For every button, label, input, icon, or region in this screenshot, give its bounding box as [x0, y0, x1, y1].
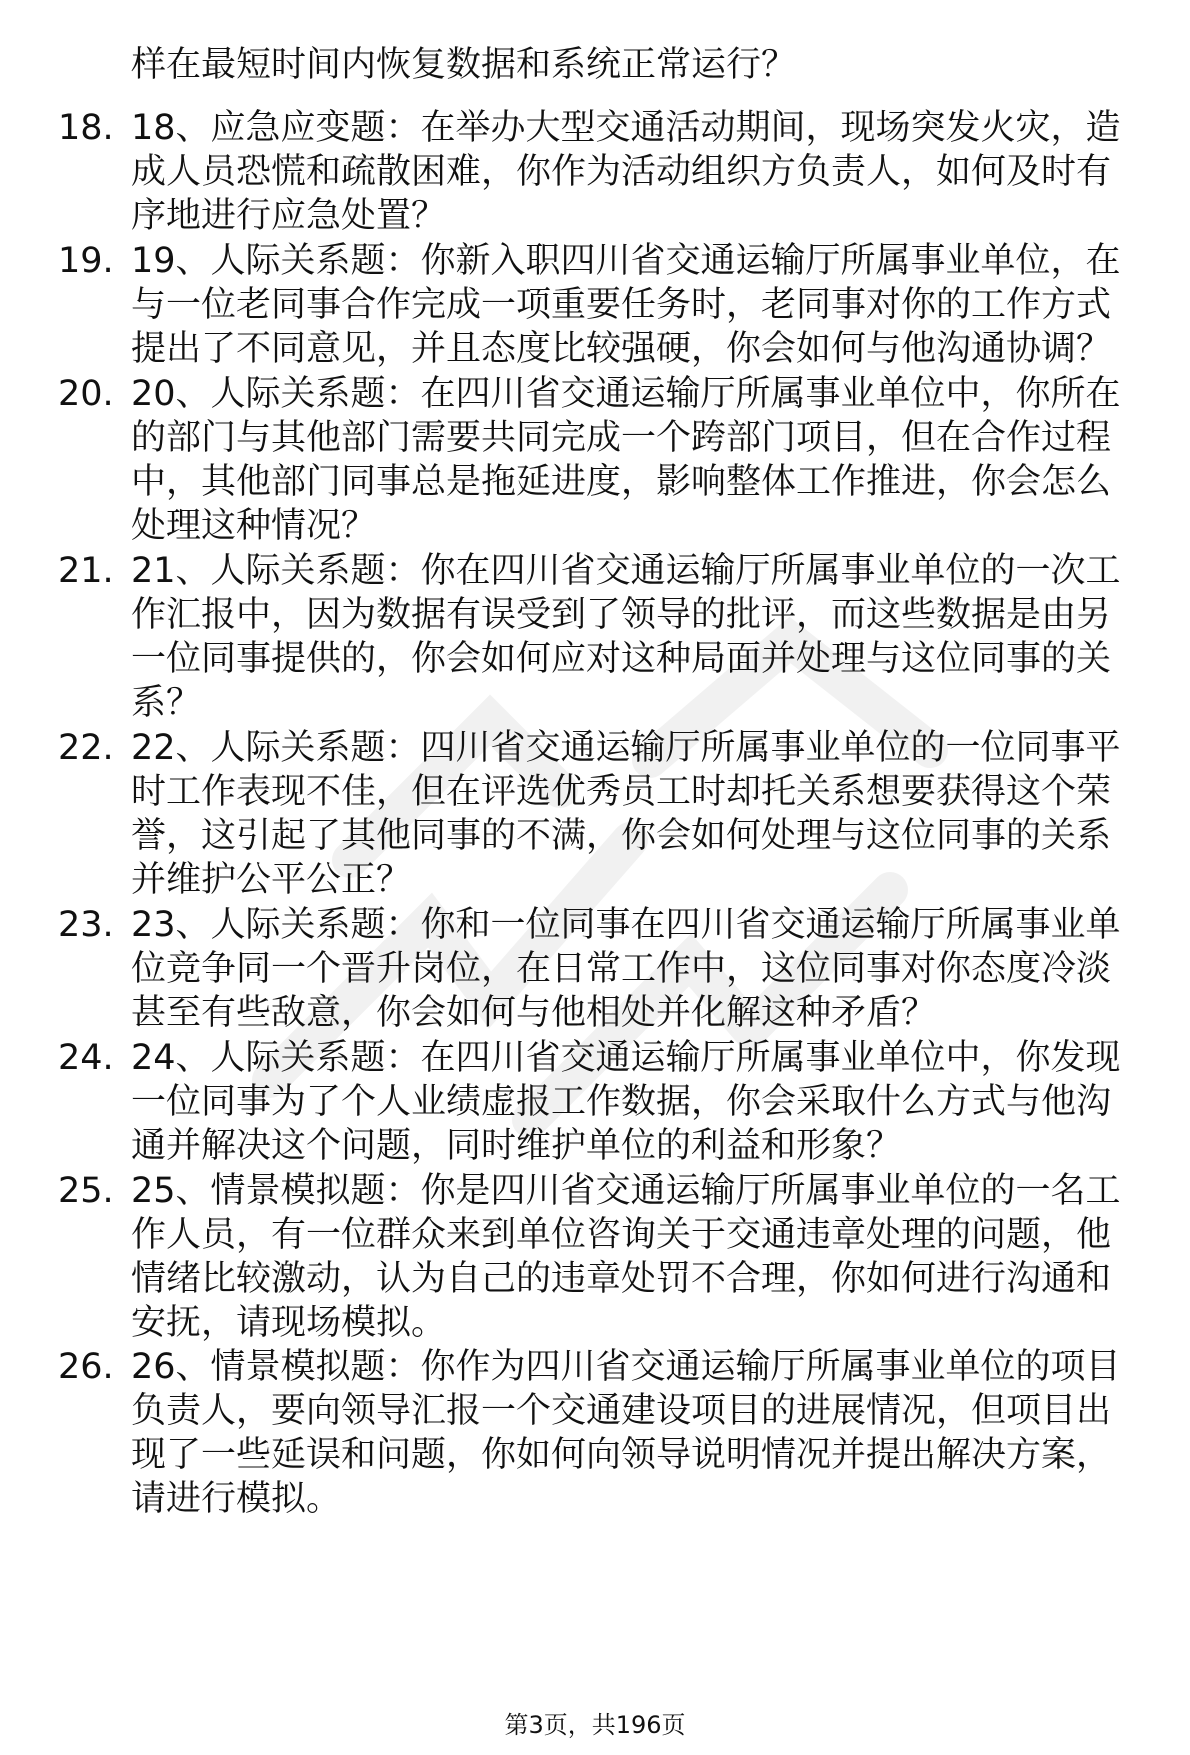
- question-text: 21、人际关系题：你在四川省交通运输厅所属事业单位的一次工 作汇报中，因为数据有误受到了领导的批评，而这些数据是由另 一位同事提供的，你会如何应对这种局面并处理与这位同事的关 系？: [131, 551, 1121, 723]
- question-text: 20、人际关系题：在四川省交通运输厅所属事业单位中，你所在 的部门与其他部门需要共同完成一个跨部门项目，但在合作过程 中，其他部门同事总是拖延进度，影响整体工作推进，你会怎么 处理这种情况？: [131, 374, 1121, 546]
- question-text: 22、人际关系题：四川省交通运输厅所属事业单位的一位同事平 时工作表现不佳，但在评选优秀员工时却托关系想要获得这个荣 誉，这引起了其他同事的不满，你会如何处理与这位同事的关系 并维护公平公正？: [131, 728, 1121, 900]
- page-footer: 第3页，共196页: [504, 1711, 686, 1739]
- question-number: 22.: [58, 728, 114, 768]
- question-number: 25.: [58, 1171, 114, 1211]
- question-text: 25、情景模拟题：你是四川省交通运输厅所属事业单位的一名工 作人员，有一位群众来到单位咨询关于交通违章处理的问题，他 情绪比较激动，认为自己的违章处罚不合理，你如何进行沟通和 安抚，请现场模拟。: [131, 1171, 1121, 1343]
- question-number: 23.: [58, 905, 114, 945]
- question-number: 18.: [58, 108, 114, 148]
- continuation-text: 样在最短时间内恢复数据和系统正常运行？: [131, 45, 797, 85]
- question-text: 18、应急应变题：在举办大型交通活动期间，现场突发火灾，造 成人员恐慌和疏散困难，你作为活动组织方负责人，如何及时有 序地进行应急处置？: [131, 108, 1121, 236]
- question-number: 20.: [58, 374, 114, 414]
- question-text: 19、人际关系题：你新入职四川省交通运输厅所属事业单位，在 与一位老同事合作完成一项重要任务时，老同事对你的工作方式 提出了不同意见，并且态度比较强硬，你会如何与他沟通协调？: [131, 241, 1121, 369]
- question-number: 24.: [58, 1038, 114, 1078]
- question-number: 19.: [58, 241, 114, 281]
- question-number: 26.: [58, 1347, 114, 1387]
- question-text: 26、情景模拟题：你作为四川省交通运输厅所属事业单位的项目 负责人，要向领导汇报一个交通建设项目的进展情况，但项目出 现了一些延误和问题，你如何向领导说明情况并提出解决方案， 请进行模拟。: [131, 1347, 1121, 1519]
- question-number: 21.: [58, 551, 114, 591]
- question-text: 24、人际关系题：在四川省交通运输厅所属事业单位中，你发现 一位同事为了个人业绩虚报工作数据，你会采取什么方式与他沟 通并解决这个问题，同时维护单位的利益和形象？: [131, 1038, 1121, 1166]
- question-text: 23、人际关系题：你和一位同事在四川省交通运输厅所属事业单 位竞争同一个晋升岗位，在日常工作中，这位同事对你态度冷淡 甚至有些敌意，你会如何与他相处并化解这种矛盾？: [131, 905, 1121, 1033]
